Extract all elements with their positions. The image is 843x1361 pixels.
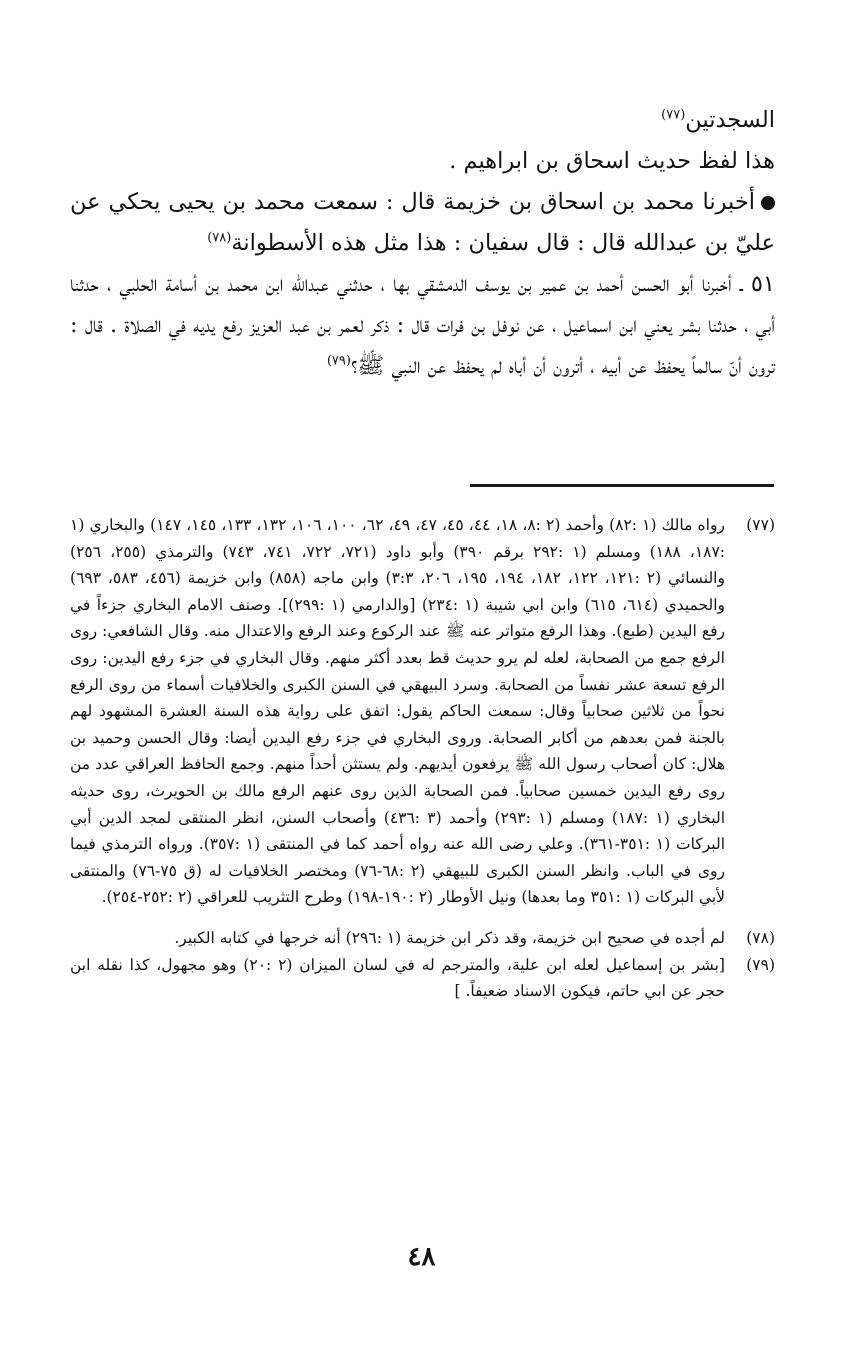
footnote-number: (٧٩)	[746, 955, 775, 974]
text-line	[70, 100, 775, 141]
page-number: ٤٨	[407, 1242, 436, 1272]
footnote-number: (٧٨)	[746, 928, 775, 947]
footnote-reference: (٧٧)	[661, 107, 686, 123]
footnote-text: رواه مالك (١ :٨٢) وأحمد (٢ :٨، ١٨، ٤٤، ٤٥، ٤٧، ٤٩، ٦٢، ١٠٠، ١٠٦، ١٣٢، ١٣٣، ١٤٥، ١٤٧) والبخاري (١ :١٨٧، ١٨٨) ومسلم (١ :٢٩٢ برقم ٣٩٠) وأبو داود (٧٢١، ٧٢٢، ٧٤١، ٧٤٣) والترمذي (٢٥٥، ٢٥٦) والنسائي (٢ :١٢١، ١٢٢، ١٨٢، ١٩٤، ١٩٥، ٢٠٦، ٣:٣) وابن ماجه (٨٥٨) وابن خزيمة (٤٥٦، ٥٨٣، ٦٩٣) والحميدي (٦١٤، ٦١٥) وابن ابي شيبة (١ :٢٣٤) [والدارمي (١ :٢٩٩)]. وصنف الامام البخاري جزءاً في رفع اليدين (طبع). وهذا الرفع متواتر عنه ﷺ عند الركوع وعند الرفع والاعتدال منه. وقال الشافعي: روى الرفع جمع من الصحابة، لعله لم يرو حديث قط بعدد أكثر منهم. وقال البخاري في جزء رفع اليدين: روى الرفع تسعة عشر نفساً من الصحابة. وسرد البيهقي في السنن الكبرى والخلافيات أسماء من روى الرفع نحواً من ثلاثين صحابياً وقال: سمعت الحاكم يقول: اتفق على رواية هذه السنة العشرة المشهود لهم بالجنة فمن بعدهم من أكابر الصحابة. وروى البخاري في جزء رفع اليدين أيضا: وقال الحسن وحميد بن هلال: كان أصحاب رسول الله ﷺ يرفعون أيديهم. ولم يستثن أحداً منهم. وجمع الحافظ العراقي عدد من روى رفع اليدين خمسين صحابياً. فمن الصحابة الذين روى عنهم الرفع مالك بن الحويرث، روى حديثه البخاري (١ :١٨٧) ومسلم (١ :٢٩٣) وأحمد (٣ :٤٣٦) وأصحاب السنن، انظر المنتقى لمجد الدين أبي البركات (١ :٣٥١-٣٦١). وعلي رضى الله عنه رواه أحمد كما في المنتقى (١ :٣٥٧). ورواه الترمذي فيما روى في الباب. وانظر السنن الكبرى للبيهقي (٢ :٦٨-٧٦) ومختصر الخلافيات له (ق ٧٥-٧٦) والمنتقى لأبي البركات (١ :٣٥١ وما بعدها) ونيل الأوطار (٢ :١٩٠-١٩٨) وطرح التثريب للعراقي (٢ :٢٥٢-٢٥٤).	[70, 516, 726, 907]
hadith-paragraph	[70, 264, 775, 387]
text-fragment: أخبرنا محمد بن اسحاق بن خزيمة قال : سمعت محمد بن يحيى يحكي عن عليّ بن عبدالله قال : قال سفيان : هذا مثل هذه الأسطوانة	[70, 189, 775, 256]
hadith-paragraph	[70, 182, 775, 264]
bullet-icon	[761, 196, 775, 210]
footnote-text: [بشر بن إسماعيل لعله ابن علية، والمترجم له في لسان الميزان (٢ :٢٠) وهو مجهول، كذا نقله ابن حجر عن ابي حاتم، فيكون الاسناد ضعيفاً. ]	[70, 955, 725, 1001]
footnote-reference: (٧٨)	[207, 230, 232, 246]
footnote-separator	[470, 484, 774, 487]
footnote-reference: (٧٩)	[326, 353, 351, 369]
footnote-text: لم أجده في صحيح ابن خزيمة، وقد ذكر ابن خزيمة (١ :٢٩٦) أنه خرجها في كتابه الكبير.	[174, 928, 725, 947]
footnote	[70, 925, 775, 952]
footnotes	[70, 512, 775, 1005]
footnote	[70, 512, 775, 911]
main-text	[70, 100, 775, 387]
text-line: هذا لفظ حديث اسحاق بن ابراهيم .	[449, 148, 775, 174]
footnote	[70, 952, 775, 1005]
footnote-number: (٧٧)	[746, 516, 775, 534]
text-fragment: السجدتين	[685, 107, 775, 133]
text-fragment: ٥١ ـ أخبرنا أبو الحسن أحمد بن عمير بن يوسف الدمشقي بها ، حدثني عبدالله ابن محمد بن أسامة الحلبي ، حدثنا أبي ، حدثنا بشر يعني ابن اسماعيل ، عن نوفل بن فرات قال : ذكر لعمر بن عبد العزيز رفع يديه في الصلاة . قال : ترون أنّ سالماً يحفظ عن أبيه ، أترون أن أباه لم يحفظ عن النبي ﷺ؟	[70, 271, 775, 379]
